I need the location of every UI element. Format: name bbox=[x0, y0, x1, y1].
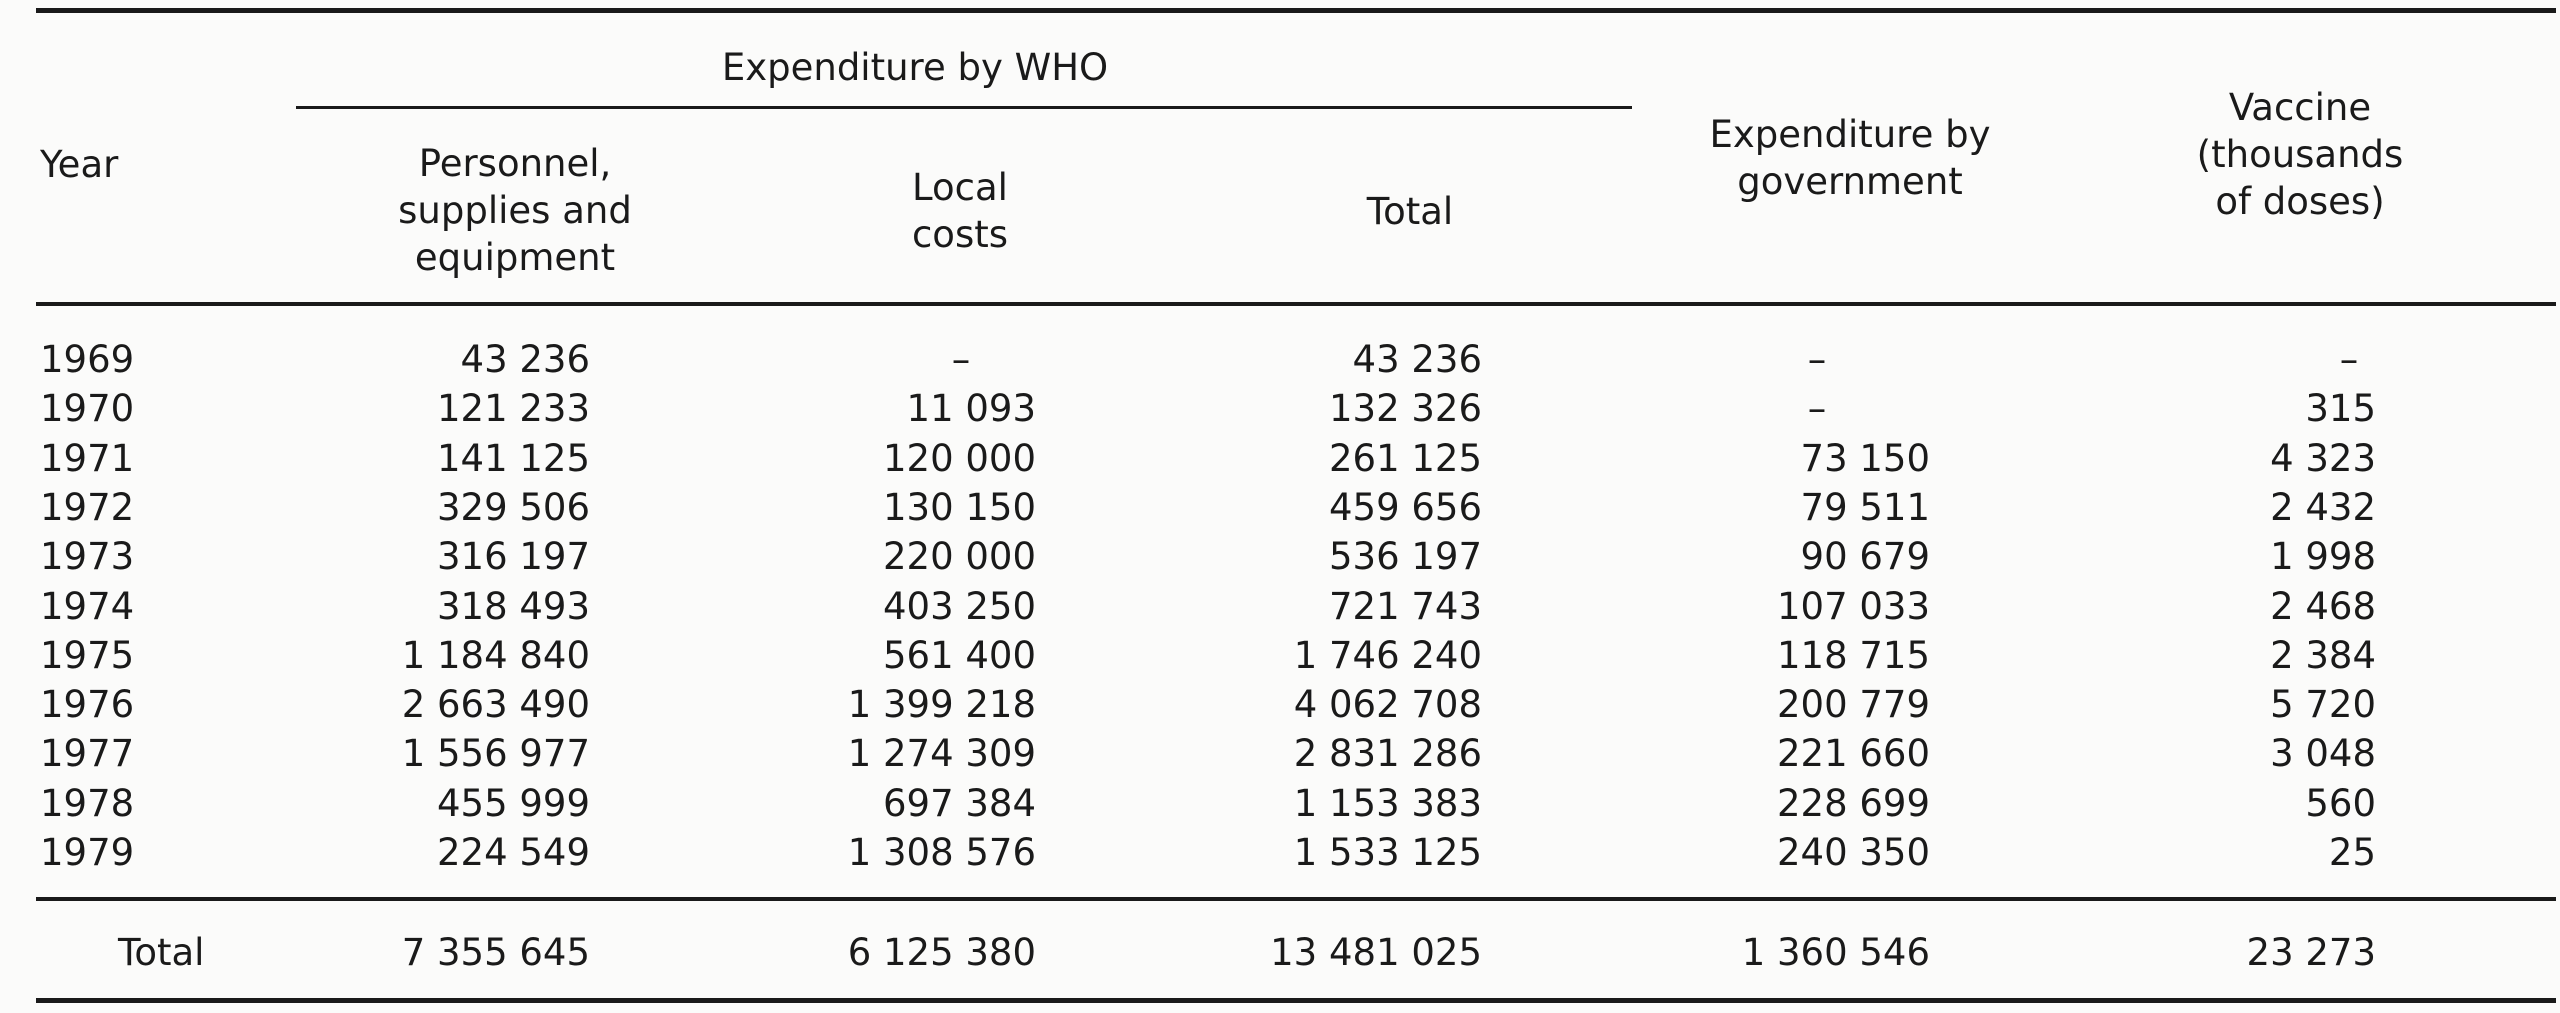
header-year: Year bbox=[40, 143, 119, 186]
body-bottom-rule bbox=[36, 897, 2556, 901]
gov-cell: 228 699 bbox=[1776, 781, 1930, 825]
gov-cell: 240 350 bbox=[1776, 831, 1930, 874]
vaccine-cell: 25 bbox=[2328, 831, 2376, 874]
table-row bbox=[0, 779, 2560, 828]
personnel-cell: 141 125 bbox=[436, 436, 590, 480]
vaccine-cell: 5 720 bbox=[2270, 683, 2376, 727]
local-costs-cell: 1 274 309 bbox=[847, 732, 1036, 776]
gov-cell: 118 715 bbox=[1776, 633, 1930, 677]
local-costs-cell: 1 399 218 bbox=[847, 683, 1036, 727]
local-costs-cell: 561 400 bbox=[882, 633, 1036, 677]
header-bottom-rule bbox=[36, 302, 2556, 306]
table-row bbox=[0, 483, 2560, 532]
personnel-cell: 318 493 bbox=[436, 584, 590, 628]
table-row bbox=[0, 631, 2560, 680]
vaccine-cell: 2 468 bbox=[2270, 584, 2376, 628]
vaccine-cell: 2 384 bbox=[2270, 633, 2376, 677]
personnel-cell: 1 556 977 bbox=[401, 732, 590, 776]
local-costs-cell: 11 093 bbox=[906, 387, 1036, 431]
total-cell: 1 153 383 bbox=[1293, 781, 1482, 825]
vaccine-cell: 3 048 bbox=[2270, 732, 2376, 776]
table-row bbox=[0, 680, 2560, 729]
totals-row bbox=[0, 928, 2560, 977]
table-top-rule bbox=[36, 8, 2556, 13]
header-expenditure-by-who: Expenditure by WHO bbox=[721, 46, 1109, 89]
gov-cell: 90 679 bbox=[1800, 535, 1930, 579]
table-row bbox=[0, 335, 2560, 384]
year-cell: 1971 bbox=[40, 436, 135, 480]
personnel-cell: 1 184 840 bbox=[401, 633, 590, 677]
local-costs-cell: – bbox=[951, 338, 971, 381]
total-cell: 261 125 bbox=[1328, 436, 1482, 480]
vaccine-cell: – bbox=[2339, 338, 2359, 381]
local-costs-cell: 697 384 bbox=[882, 781, 1036, 825]
total-cell: 43 236 bbox=[1352, 338, 1482, 381]
header-gov: Expenditure by government bbox=[1709, 113, 1991, 203]
table-row bbox=[0, 729, 2560, 778]
totals-local: 6 125 380 bbox=[847, 931, 1036, 974]
year-cell: 1979 bbox=[40, 831, 135, 874]
vaccine-cell: 4 323 bbox=[2270, 436, 2376, 480]
table-bottom-rule bbox=[36, 998, 2556, 1003]
personnel-cell: 121 233 bbox=[436, 387, 590, 431]
personnel-cell: 224 549 bbox=[436, 831, 590, 874]
gov-cell: 107 033 bbox=[1776, 584, 1930, 628]
table-row bbox=[0, 384, 2560, 433]
year-cell: 1978 bbox=[40, 781, 135, 825]
header-local-costs: Local costs bbox=[911, 166, 1009, 256]
personnel-cell: 455 999 bbox=[436, 781, 590, 825]
personnel-cell: 2 663 490 bbox=[401, 683, 590, 727]
gov-cell: – bbox=[1807, 338, 1827, 381]
header-vaccine: Vaccine (thousands of doses) bbox=[2196, 86, 2404, 223]
total-cell: 1 746 240 bbox=[1293, 633, 1482, 677]
total-cell: 1 533 125 bbox=[1293, 831, 1482, 874]
local-costs-cell: 220 000 bbox=[882, 535, 1036, 579]
vaccine-cell: 1 998 bbox=[2270, 535, 2376, 579]
gov-cell: – bbox=[1807, 387, 1827, 431]
year-cell: 1969 bbox=[40, 338, 135, 381]
table-row bbox=[0, 828, 2560, 877]
local-costs-cell: 403 250 bbox=[882, 584, 1036, 628]
table-row bbox=[0, 582, 2560, 631]
total-cell: 721 743 bbox=[1328, 584, 1482, 628]
total-cell: 459 656 bbox=[1328, 485, 1482, 529]
totals-gov: 1 360 546 bbox=[1741, 931, 1930, 974]
year-cell: 1976 bbox=[40, 683, 135, 727]
gov-cell: 221 660 bbox=[1776, 732, 1930, 776]
who-group-rule bbox=[296, 106, 1632, 109]
gov-cell: 79 511 bbox=[1800, 485, 1930, 529]
total-cell: 4 062 708 bbox=[1293, 683, 1482, 727]
table-row bbox=[0, 532, 2560, 581]
header-total: Total bbox=[1366, 190, 1454, 233]
local-costs-cell: 1 308 576 bbox=[847, 831, 1036, 874]
table-row bbox=[0, 434, 2560, 483]
year-cell: 1974 bbox=[40, 584, 135, 628]
personnel-cell: 329 506 bbox=[436, 485, 590, 529]
total-cell: 2 831 286 bbox=[1293, 732, 1482, 776]
gov-cell: 73 150 bbox=[1800, 436, 1930, 480]
total-cell: 132 326 bbox=[1328, 387, 1482, 431]
totals-label: Total bbox=[118, 931, 205, 974]
local-costs-cell: 120 000 bbox=[882, 436, 1036, 480]
personnel-cell: 43 236 bbox=[460, 338, 590, 381]
year-cell: 1973 bbox=[40, 535, 135, 579]
totals-vaccine: 23 273 bbox=[2246, 931, 2376, 974]
vaccine-cell: 560 bbox=[2305, 781, 2376, 825]
vaccine-cell: 2 432 bbox=[2270, 485, 2376, 529]
total-cell: 536 197 bbox=[1328, 535, 1482, 579]
personnel-cell: 316 197 bbox=[436, 535, 590, 579]
gov-cell: 200 779 bbox=[1776, 683, 1930, 727]
year-cell: 1975 bbox=[40, 633, 135, 677]
header-personnel: Personnel, supplies and equipment bbox=[398, 142, 632, 279]
vaccine-cell: 315 bbox=[2305, 387, 2376, 431]
year-cell: 1977 bbox=[40, 732, 135, 776]
local-costs-cell: 130 150 bbox=[882, 485, 1036, 529]
totals-personnel: 7 355 645 bbox=[401, 931, 590, 974]
totals-total: 13 481 025 bbox=[1270, 931, 1482, 974]
year-cell: 1970 bbox=[40, 387, 135, 431]
year-cell: 1972 bbox=[40, 485, 135, 529]
